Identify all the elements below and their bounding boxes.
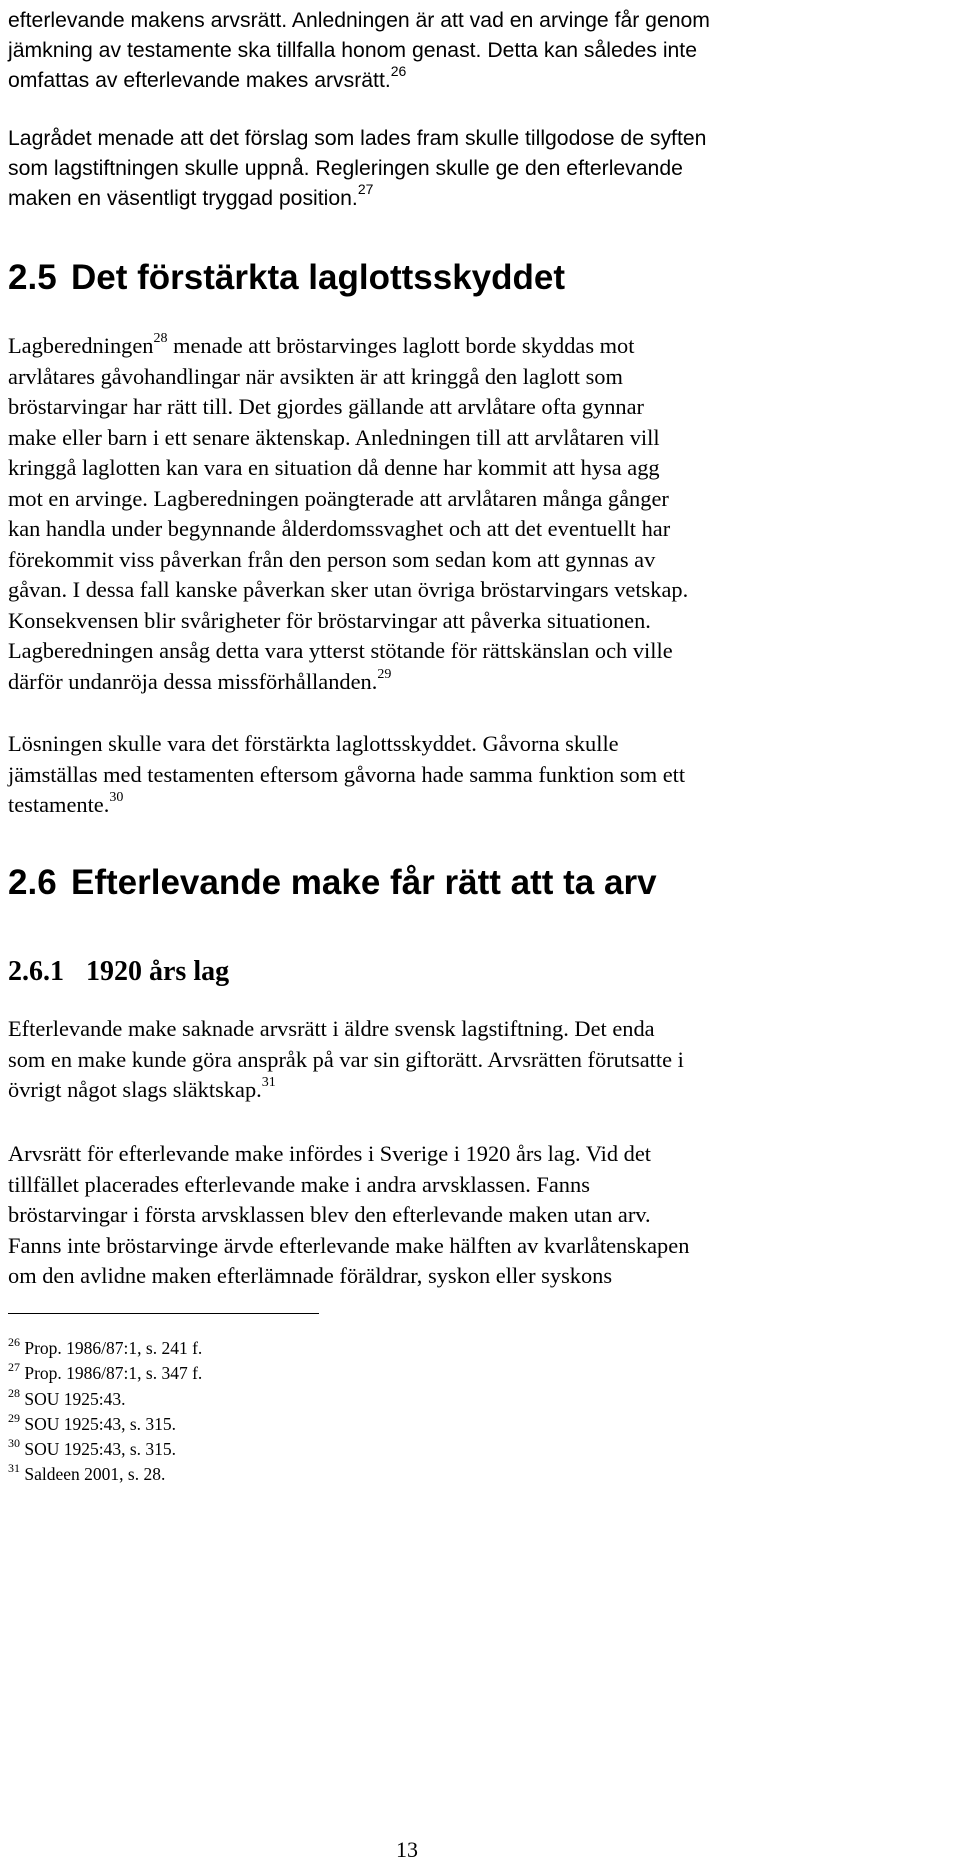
footnote-text: Prop. 1986/87:1, s. 347 f.: [24, 1363, 203, 1384]
text-line: arvlåtares gåvohandlingar när avsikten är att kringgå den laglott som: [8, 363, 623, 389]
footnote-text: Saldeen 2001, s. 28.: [24, 1464, 166, 1485]
footnote-number: 26: [8, 1335, 20, 1349]
footnote-number: 27: [8, 1360, 20, 1375]
text-line: kan handla under begynnande ålderdomssvaghet och att det eventuellt har: [8, 516, 671, 541]
text-line-content: maken en väsentligt tryggad position.: [8, 187, 358, 210]
section-title: Efterlevande make får rätt att ta arv: [71, 863, 657, 902]
paragraph-lagradet: [8, 124, 706, 214]
section-number: 2.5: [8, 258, 57, 297]
text-line: jämkning av testamente ska tillfalla honom genast. Detta kan således inte: [8, 39, 697, 62]
footnote: [8, 1336, 202, 1361]
text-line: gåvan. I dessa fall kanske påverkan sker utan övriga bröstarvingars vetskap.: [8, 577, 689, 602]
paragraph-arvsratt-1920: [8, 1139, 689, 1292]
text-line: om den avlidne maken efterlämnade föräldrar, syskon eller syskons: [8, 1263, 613, 1288]
text-line-content: omfattas av efterlevande makes arvsrätt.: [8, 69, 391, 92]
text-line: Arvsrätt för efterlevande make infördes i Sverige i 1920 års lag. Vid det: [8, 1141, 652, 1166]
footnote: [8, 1387, 202, 1412]
footnote-ref: 26: [390, 63, 407, 79]
text-line: efterlevande makens arvsrätt. Anledningen är att vad en arvinge får genom: [8, 9, 710, 32]
text-line: kringgå laglotten kan vara en situation då denne har kommit att hysa agg: [8, 455, 660, 480]
footnote-ref: 30: [109, 790, 124, 805]
text-line-content: testamente.: [8, 792, 110, 817]
text-line: Fanns inte bröstarvinge ärvde efterlevande make hälften av kvarlåtenskapen: [8, 1232, 690, 1258]
text-line: som lagstiftningen skulle uppnå. Regleringen skulle ge den efterlevande: [8, 157, 683, 180]
text-line: Konsekvensen blir svårigheter för bröstarvingar att påverka situationen.: [8, 607, 651, 633]
text-line: [8, 667, 688, 698]
text-line: [8, 181, 706, 214]
section-number: 2.6: [8, 863, 57, 902]
footnote: [8, 1437, 202, 1462]
text-line: [8, 1075, 684, 1106]
footnotes: [8, 1336, 202, 1488]
text-line: bröstarvingar i första arvsklassen blev den efterlevande maken utan arv.: [8, 1202, 651, 1227]
paragraph-losningen: [8, 729, 685, 821]
text-line: mot en arvinge. Lagberedningen poängterade att arvlåtaren många gånger: [8, 485, 669, 511]
text-line: bröstarvingar har rätt till. Det gjordes gällande att arvlåtare ofta gynnar: [8, 394, 645, 419]
footnote-number: 29: [8, 1410, 20, 1425]
text-line: Lagberedningen ansåg detta vara ytterst stötande för rättskänslan och ville: [8, 638, 673, 663]
footnote-ref: 28: [153, 331, 168, 346]
text-line: [8, 331, 688, 362]
text-line: make eller barn i ett senare äktenskap. Anledningen till att arvlåtaren vill: [8, 424, 660, 450]
footnote-text: SOU 1925:43.: [24, 1388, 126, 1409]
footnote-text: SOU 1925:43, s. 315.: [24, 1439, 177, 1460]
text-line: [8, 790, 685, 821]
text-line: tillfället placerades efterlevande make i andra arvsklassen. Fanns: [8, 1171, 590, 1197]
paragraph-arvsratt: [8, 6, 710, 96]
text-line: [8, 63, 710, 96]
subsection-heading-2-6-1: [8, 955, 229, 989]
text-line-content: därför undanröja dessa missförhållanden.: [8, 668, 378, 694]
footnote: [8, 1361, 202, 1386]
section-title: Det förstärkta laglottsskyddet: [71, 258, 566, 297]
text-line: Lösningen skulle vara det förstärkta laglottsskyddet. Gåvorna skulle: [8, 731, 619, 756]
footnote: [8, 1462, 202, 1487]
footnote-separator: [8, 1313, 319, 1314]
section-heading-2-6: [8, 863, 657, 903]
footnote-text: Prop. 1986/87:1, s. 241 f.: [24, 1338, 203, 1358]
section-title: 1920 års lag: [86, 956, 230, 987]
text-line: jämställas med testamenten eftersom gåvorna hade samma funktion som ett: [8, 761, 686, 787]
text-line-content: menade att bröstarvinges laglott borde skyddas mot: [167, 333, 635, 358]
footnote-text: SOU 1925:43, s. 315.: [24, 1413, 177, 1434]
page-number: 13: [396, 1837, 418, 1862]
footnote-number: 30: [8, 1436, 20, 1451]
paragraph-lagberedningen: [8, 331, 688, 697]
section-heading-2-5: [8, 258, 565, 298]
footnote: [8, 1412, 202, 1437]
footnote-number: 31: [8, 1461, 20, 1476]
footnote-ref: 29: [377, 666, 392, 682]
text-line: Efterlevande make saknade arvsrätt i äldre svensk lagstiftning. Det enda: [8, 1016, 655, 1041]
text-line-content: Lagberedningen: [8, 333, 154, 358]
section-number: 2.6.1: [8, 956, 64, 987]
text-line: som en make kunde göra anspråk på var sin giftorätt. Arvsrätten förutsatte i: [8, 1046, 684, 1072]
text-line: förekommit viss påverkan från den person som sedan kom att gynnas av: [8, 546, 656, 572]
paragraph-efterlevande-make: [8, 1014, 684, 1106]
text-line-content: övrigt något slags släktskap.: [8, 1077, 262, 1102]
footnote-ref: 27: [357, 181, 374, 197]
footnote-ref: 31: [261, 1075, 276, 1090]
text-line: Lagrådet menade att det förslag som lades fram skulle tillgodose de syften: [8, 127, 707, 150]
footnote-number: 28: [8, 1385, 20, 1400]
